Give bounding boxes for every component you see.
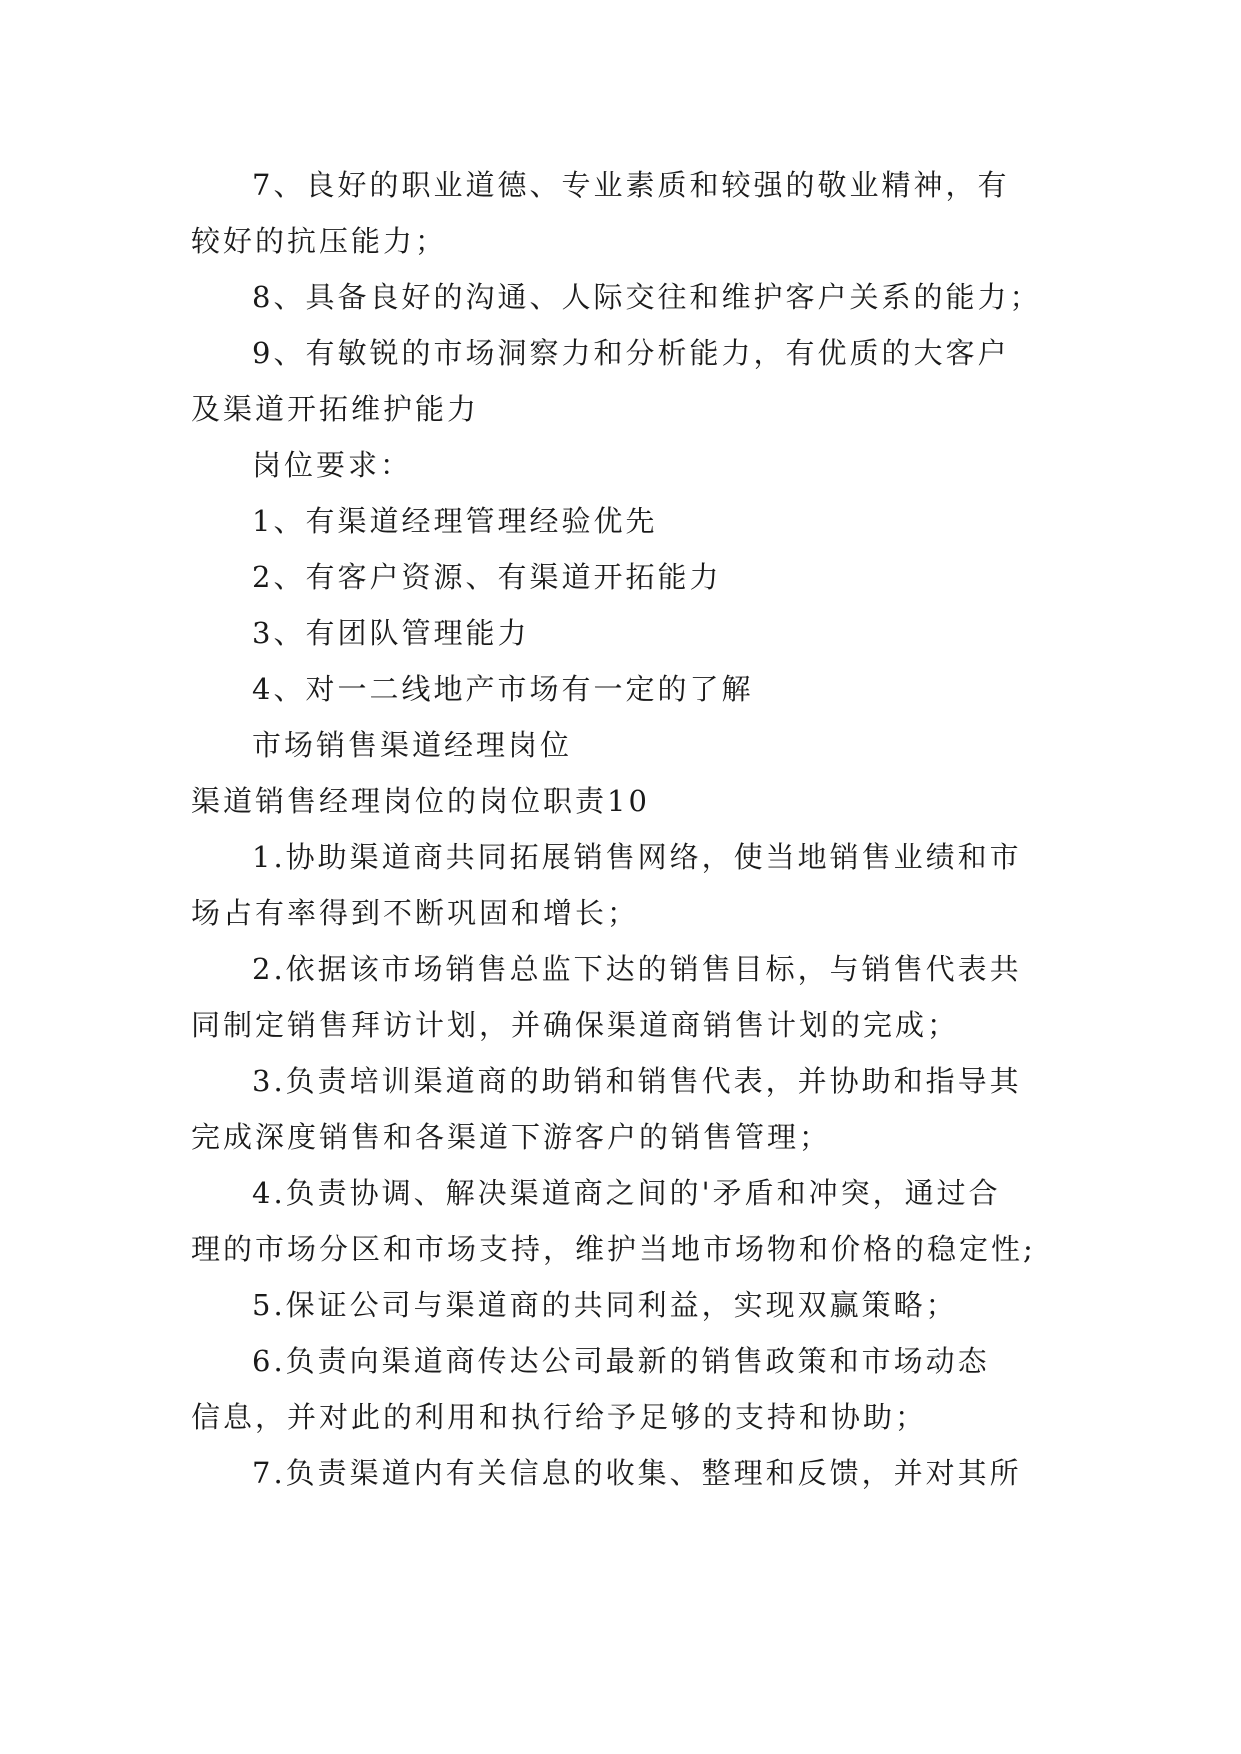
paragraph-line: 3.负责培训渠道商的助销和销售代表，并协助和指导其 — [252, 1064, 1022, 1098]
section-heading: 岗位要求： — [252, 448, 413, 482]
paragraph-line: 2、有客户资源、有渠道开拓能力 — [252, 560, 722, 594]
paragraph-line: 场占有率得到不断巩固和增长； — [191, 896, 640, 930]
paragraph-line: 3、有团队管理能力 — [252, 616, 530, 650]
paragraph-line: 较好的抗压能力； — [191, 224, 448, 258]
paragraph-line: 理的市场分区和市场支持，维护当地市场物和价格的稳定性; — [191, 1232, 1036, 1266]
paragraph-line: 同制定销售拜访计划，并确保渠道商销售计划的完成； — [191, 1008, 960, 1042]
paragraph-line: 4.负责协调、解决渠道商之间的'矛盾和冲突，通过合 — [252, 1176, 1001, 1210]
paragraph-line: 9、有敏锐的市场洞察力和分析能力，有优质的大客户 — [252, 336, 1010, 370]
paragraph-line: 1.协助渠道商共同拓展销售网络，使当地销售业绩和市 — [252, 840, 1022, 874]
paragraph-line: 完成深度销售和各渠道下游客户的销售管理； — [191, 1120, 832, 1154]
paragraph-line: 8、具备良好的沟通、人际交往和维护客户关系的能力； — [252, 280, 1042, 314]
paragraph-line: 1、有渠道经理管理经验优先 — [252, 504, 658, 538]
paragraph-line: 5.保证公司与渠道商的共同利益，实现双赢策略； — [252, 1288, 958, 1322]
paragraph-line: 2.依据该市场销售总监下达的销售目标，与销售代表共 — [252, 952, 1022, 986]
section-title: 渠道销售经理岗位的岗位职责10 — [191, 784, 650, 818]
paragraph-line: 6.负责向渠道商传达公司最新的销售政策和市场动态 — [252, 1344, 990, 1378]
paragraph-line: 7、良好的职业道德、专业素质和较强的敬业精神，有 — [252, 168, 1010, 202]
section-heading: 市场销售渠道经理岗位 — [252, 728, 573, 762]
paragraph-line: 7.负责渠道内有关信息的收集、整理和反馈，并对其所 — [252, 1456, 1022, 1490]
paragraph-line: 4、对一二线地产市场有一定的了解 — [252, 672, 754, 706]
paragraph-line: 及渠道开拓维护能力 — [191, 392, 480, 426]
paragraph-line: 信息，并对此的利用和执行给予足够的支持和协助； — [191, 1400, 928, 1434]
